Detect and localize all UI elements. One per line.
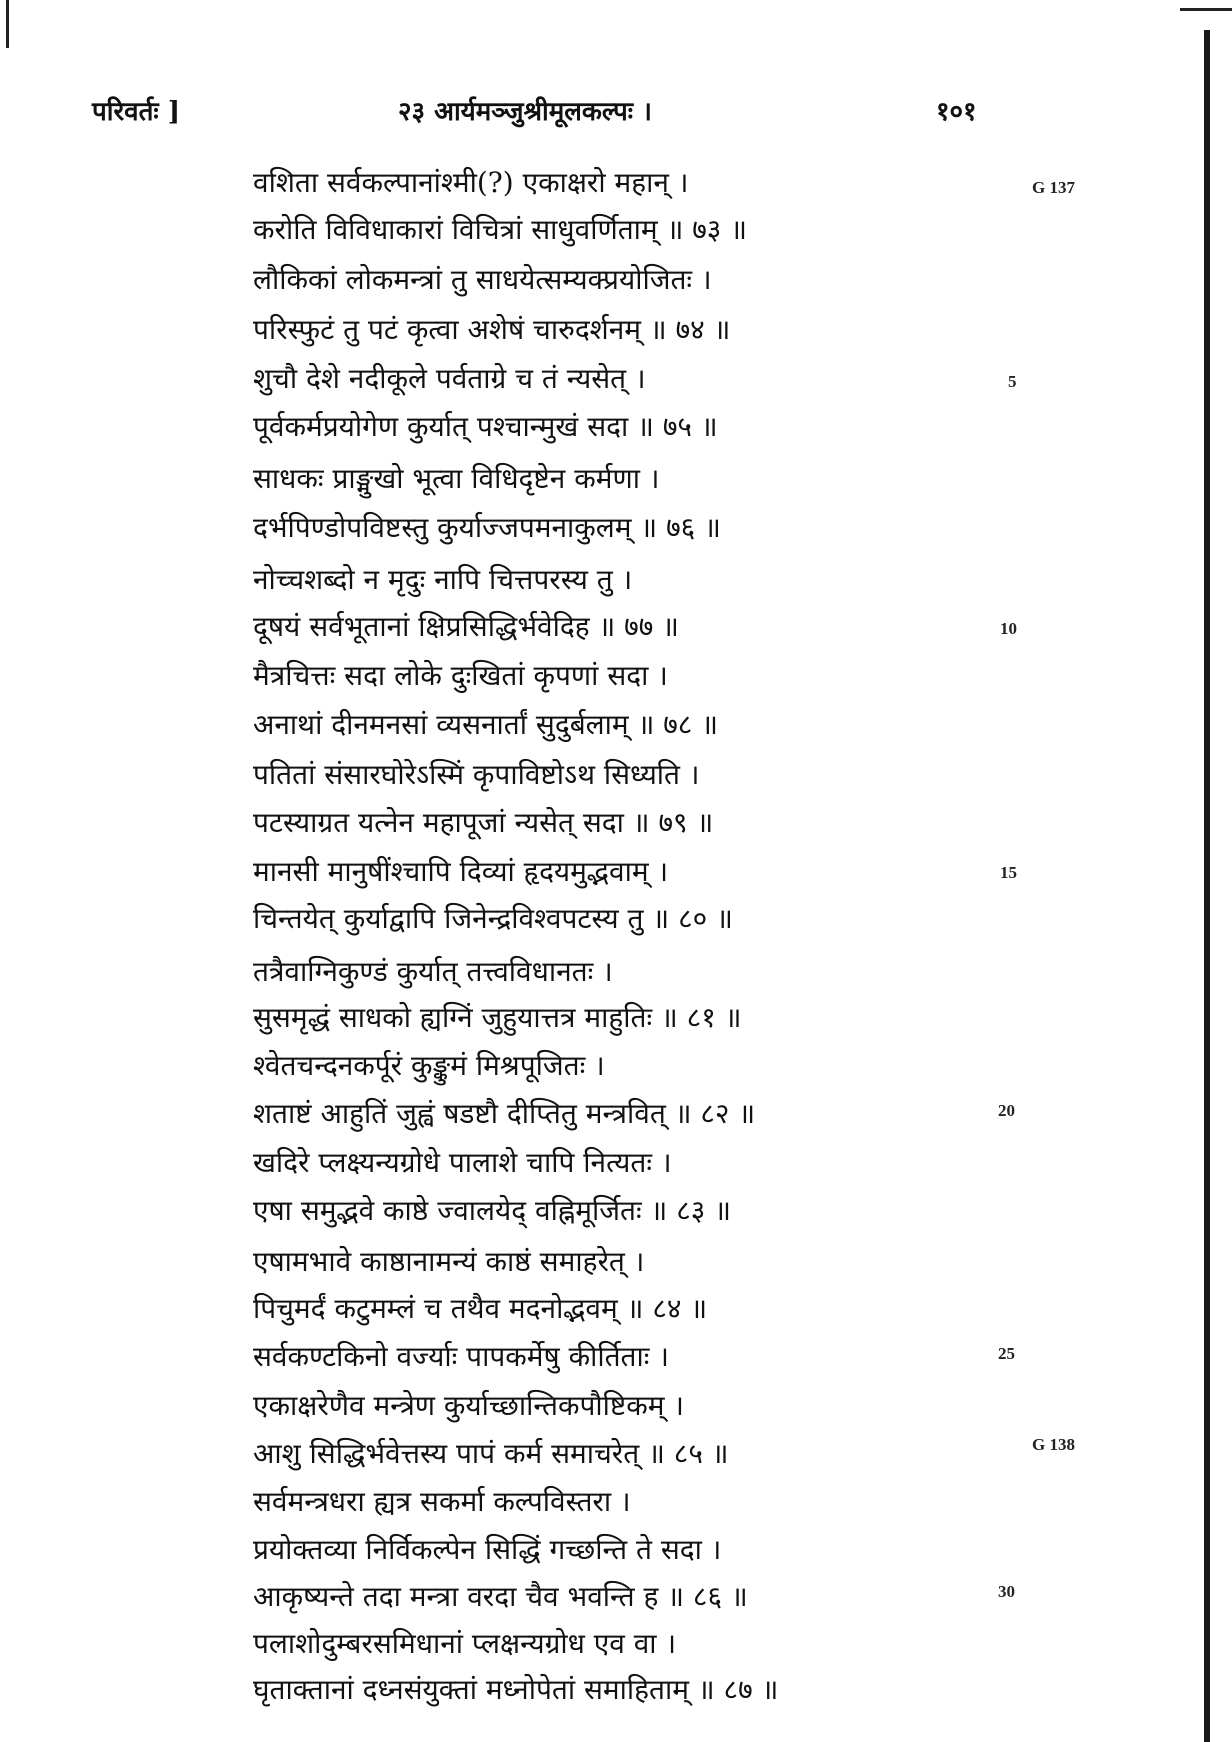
margin-reference-g138: G 138 xyxy=(1032,1435,1075,1454)
verse-line: करोति विविधाकारां विचित्रां साधुवर्णिताम् ॥ ७३ ॥ xyxy=(253,213,748,246)
verse-line: आशु सिद्धिर्भवेत्तस्य पापं कर्म समाचरेत् ॥ ८५ ॥ xyxy=(253,1437,729,1470)
verse-line: परिस्फुटं तु पटं कृत्वा अशेषं चारुदर्शनम् ॥ ७४ ॥ xyxy=(253,313,731,346)
verse-line: एकाक्षरेणैव मन्त्रेण कुर्याच्छान्तिकपौष्टिकम् । xyxy=(253,1389,684,1422)
verse-line: वशिता सर्वकल्पानांश्मी(?) एकाक्षरो महान् । xyxy=(253,166,689,199)
verse-line: मानसी मानुषींश्चापि दिव्यां हृदयमुद्भवाम् । xyxy=(253,855,669,888)
running-header-section: परिवर्तः ] xyxy=(92,97,181,127)
scan-border-mark-top xyxy=(1180,8,1232,11)
verse-line: पिचुमर्दं कटुमम्लं च तथैव मदनोद्भवम् ॥ ८४ ॥ xyxy=(253,1292,708,1325)
line-number-25: 25 xyxy=(998,1344,1015,1363)
verse-line: पलाशोदुम्बरसमिधानां प्लक्षन्यग्रोध एव वा । xyxy=(253,1627,677,1660)
verse-line: प्रयोक्तव्या निर्विकल्पेन सिद्धिं गच्छन्ति ते सदा । xyxy=(253,1533,722,1566)
verse-line: एषामभावे काष्ठानामन्यं काष्ठं समाहरेत् । xyxy=(253,1245,645,1278)
verse-line: एषा समुद्भवे काष्ठे ज्वालयेद् वह्निमूर्जितः ॥ ८३ ॥ xyxy=(253,1194,732,1227)
running-header-title: २३ आर्यमञ्जुश्रीमूलकल्पः । xyxy=(398,97,652,127)
verse-line: आकृष्यन्ते तदा मन्त्रा वरदा चैव भवन्ति ह ॥ ८६ ॥ xyxy=(253,1580,748,1613)
verse-line: शुचौ देशे नदीकूले पर्वताग्रे च तं न्यसेत् । xyxy=(253,362,646,395)
verse-line: तत्रैवाग्निकुण्डं कुर्यात् तत्त्वविधानतः । xyxy=(253,955,613,988)
page-number: १०१ xyxy=(936,97,977,127)
verse-line: साधकः प्राङ्मुखो भूत्वा विधिदृष्टेन कर्मणा । xyxy=(253,462,660,495)
verse-line: पतितां संसारघोरेऽस्मिं कृपाविष्टोऽथ सिध्यति । xyxy=(253,758,700,791)
verse-line: सर्वमन्त्रधरा ह्यत्र सकर्मा कल्पविस्तरा । xyxy=(253,1485,631,1518)
verse-line: अनाथां दीनमनसां व्यसनार्तां सुदुर्बलाम् ॥ ७८ ॥ xyxy=(253,708,719,741)
verse-line: दर्भपिण्डोपविष्टस्तु कुर्याज्जपमनाकुलम् ॥ ७६ ॥ xyxy=(253,511,721,544)
line-number-30: 30 xyxy=(998,1582,1015,1601)
line-number-15: 15 xyxy=(1000,863,1017,882)
line-number-10: 10 xyxy=(1000,619,1017,638)
verse-line: मैत्रचित्तः सदा लोके दुःखितां कृपणां सदा । xyxy=(253,659,668,692)
verse-line: शताष्टं आहुतिं जुह्वं षडष्टौ दीप्तितु मन्त्रवित् ॥ ८२ ॥ xyxy=(253,1097,756,1130)
verse-line: घृताक्तानां दध्नसंयुक्तां मध्नोपेतां समाहिताम् ॥ ८७ ॥ xyxy=(253,1673,779,1706)
verse-line: सर्वकण्टकिनो वर्ज्याः पापकर्मेषु कीर्तिताः । xyxy=(253,1340,669,1373)
verse-line: सुसमृद्धं साधको ह्यग्निं जुहुयात्तत्र माहुतिः ॥ ८१ ॥ xyxy=(253,1001,742,1034)
verse-line: नोच्चशब्दो न मृदुः नापि चित्तपरस्य तु । xyxy=(253,563,633,596)
line-number-5: 5 xyxy=(1008,372,1017,391)
line-number-20: 20 xyxy=(998,1101,1015,1120)
scan-border-mark-left xyxy=(6,0,9,48)
verse-line: श्वेतचन्दनकर्पूरं कुङ्कुमं मिश्रपूजितः । xyxy=(253,1049,605,1082)
verse-line: लौकिकां लोकमन्त्रां तु साधयेत्सम्यक्प्रयोजितः । xyxy=(253,263,712,296)
verse-line: खदिरे प्लक्ष्यन्यग्रोधे पालाशे चापि नित्यतः । xyxy=(253,1146,672,1179)
verse-line: पटस्याग्रत यत्नेन महापूजां न्यसेत् सदा ॥ ७९ ॥ xyxy=(253,806,714,839)
scan-border-mark-right xyxy=(1204,30,1210,1742)
verse-line: दूषयं सर्वभूतानां क्षिप्रसिद्धिर्भवेदिह ॥ ७७ ॥ xyxy=(253,610,679,643)
margin-reference-g137: G 137 xyxy=(1032,178,1075,197)
verse-line: चिन्तयेत् कुर्याद्वापि जिनेन्द्रविश्वपटस्य तु ॥ ८० ॥ xyxy=(253,902,733,935)
verse-line: पूर्वकर्मप्रयोगेण कुर्यात् पश्चान्मुखं सदा ॥ ७५ ॥ xyxy=(253,410,718,443)
